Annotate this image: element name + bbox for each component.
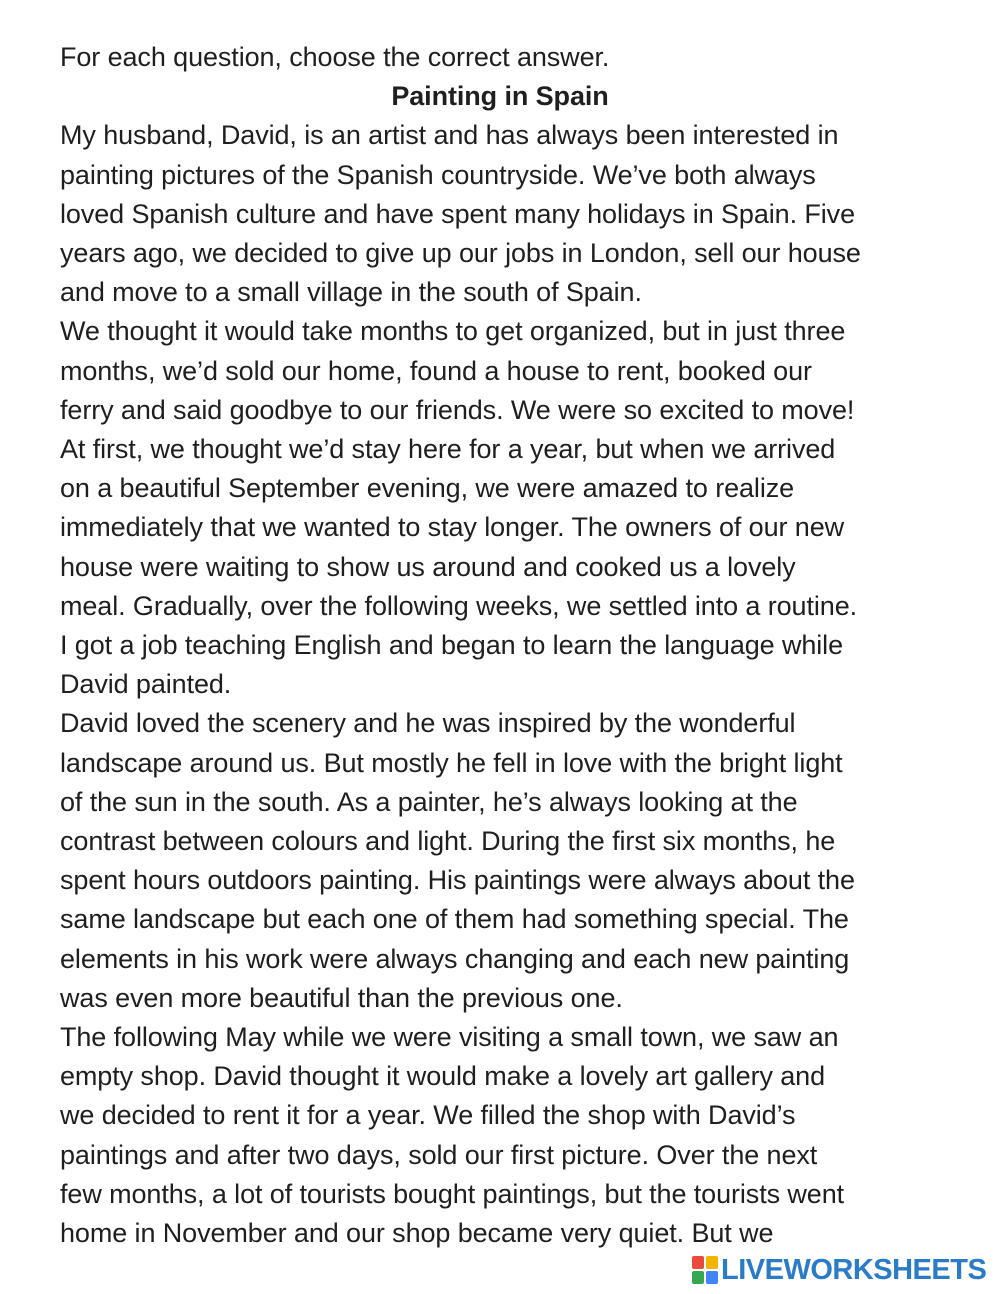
logo-text: LIVEWORKSHEETS — [721, 1253, 987, 1286]
worksheet-page — [60, 38, 960, 1253]
passage-line: few months, a lot of tourists bought paintings, but the tourists went — [60, 1178, 845, 1209]
passage-line: and move to a small village in the south of Spain. — [60, 277, 642, 308]
passage-line: David loved the scenery and he was inspired by the wonderful — [60, 708, 796, 739]
passage-line: We thought it would take months to get organized, but in just three — [60, 316, 846, 347]
passage-line: home in November and our shop became very quiet. But we — [60, 1218, 774, 1249]
logo-tile-yellow — [706, 1256, 718, 1269]
passage-line: landscape around us. But mostly he fell in love with the bright light — [60, 747, 843, 778]
passage-line: contrast between colours and light. During the first six months, he — [60, 826, 836, 857]
passage-line: was even more beautiful than the previous one. — [60, 982, 623, 1013]
logo-tile-red — [692, 1256, 704, 1269]
passage-line: months, we’d sold our home, found a house to rent, booked our — [60, 355, 812, 386]
passage-line: on a beautiful September evening, we were amazed to realize — [60, 473, 795, 504]
passage-line: meal. Gradually, over the following weeks, we settled into a routine. — [60, 590, 858, 621]
passage-line: ferry and said goodbye to our friends. We were so excited to move! — [60, 394, 855, 425]
instruction-text: For each question, choose the correct answer. — [60, 42, 610, 72]
passage-body — [60, 116, 960, 1253]
passage-line: paintings and after two days, sold our first picture. Over the next — [60, 1139, 818, 1170]
logo-tile-green — [692, 1271, 704, 1284]
passage-line: same landscape but each one of them had something special. The — [60, 904, 849, 935]
passage-line: we decided to rent it for a year. We filled the shop with David’s — [60, 1100, 796, 1131]
passage-line: immediately that we wanted to stay longer. The owners of our new — [60, 512, 845, 543]
passage-title: Painting in Spain — [391, 81, 609, 112]
passage-line: David painted. — [60, 669, 232, 700]
passage-line: loved Spanish culture and have spent many holidays in Spain. Five — [60, 198, 855, 229]
passage-line: The following May while we were visiting a small town, we saw an — [60, 1022, 839, 1053]
liveworksheets-logo[interactable] — [692, 1252, 986, 1288]
passage-line: My husband, David, is an artist and has always been interested in — [60, 120, 839, 151]
passage-line: At first, we thought we’d stay here for a year, but when we arrived — [60, 434, 836, 465]
passage-line: elements in his work were always changing and each new painting — [60, 943, 850, 974]
passage-line: house were waiting to show us around and cooked us a lovely — [60, 551, 796, 582]
passage-line: of the sun in the south. As a painter, he’s always looking at the — [60, 786, 798, 817]
passage-line: empty shop. David thought it would make a lovely art gallery and — [60, 1061, 826, 1092]
liveworksheets-logo-icon — [692, 1256, 718, 1284]
logo-tile-blue — [706, 1271, 718, 1284]
passage-line: years ago, we decided to give up our jobs in London, sell our house — [60, 238, 861, 269]
passage-line: painting pictures of the Spanish countryside. We’ve both always — [60, 159, 816, 190]
passage-line: I got a job teaching English and began to learn the language while — [60, 630, 843, 661]
passage-line: spent hours outdoors painting. His paintings were always about the — [60, 865, 855, 896]
